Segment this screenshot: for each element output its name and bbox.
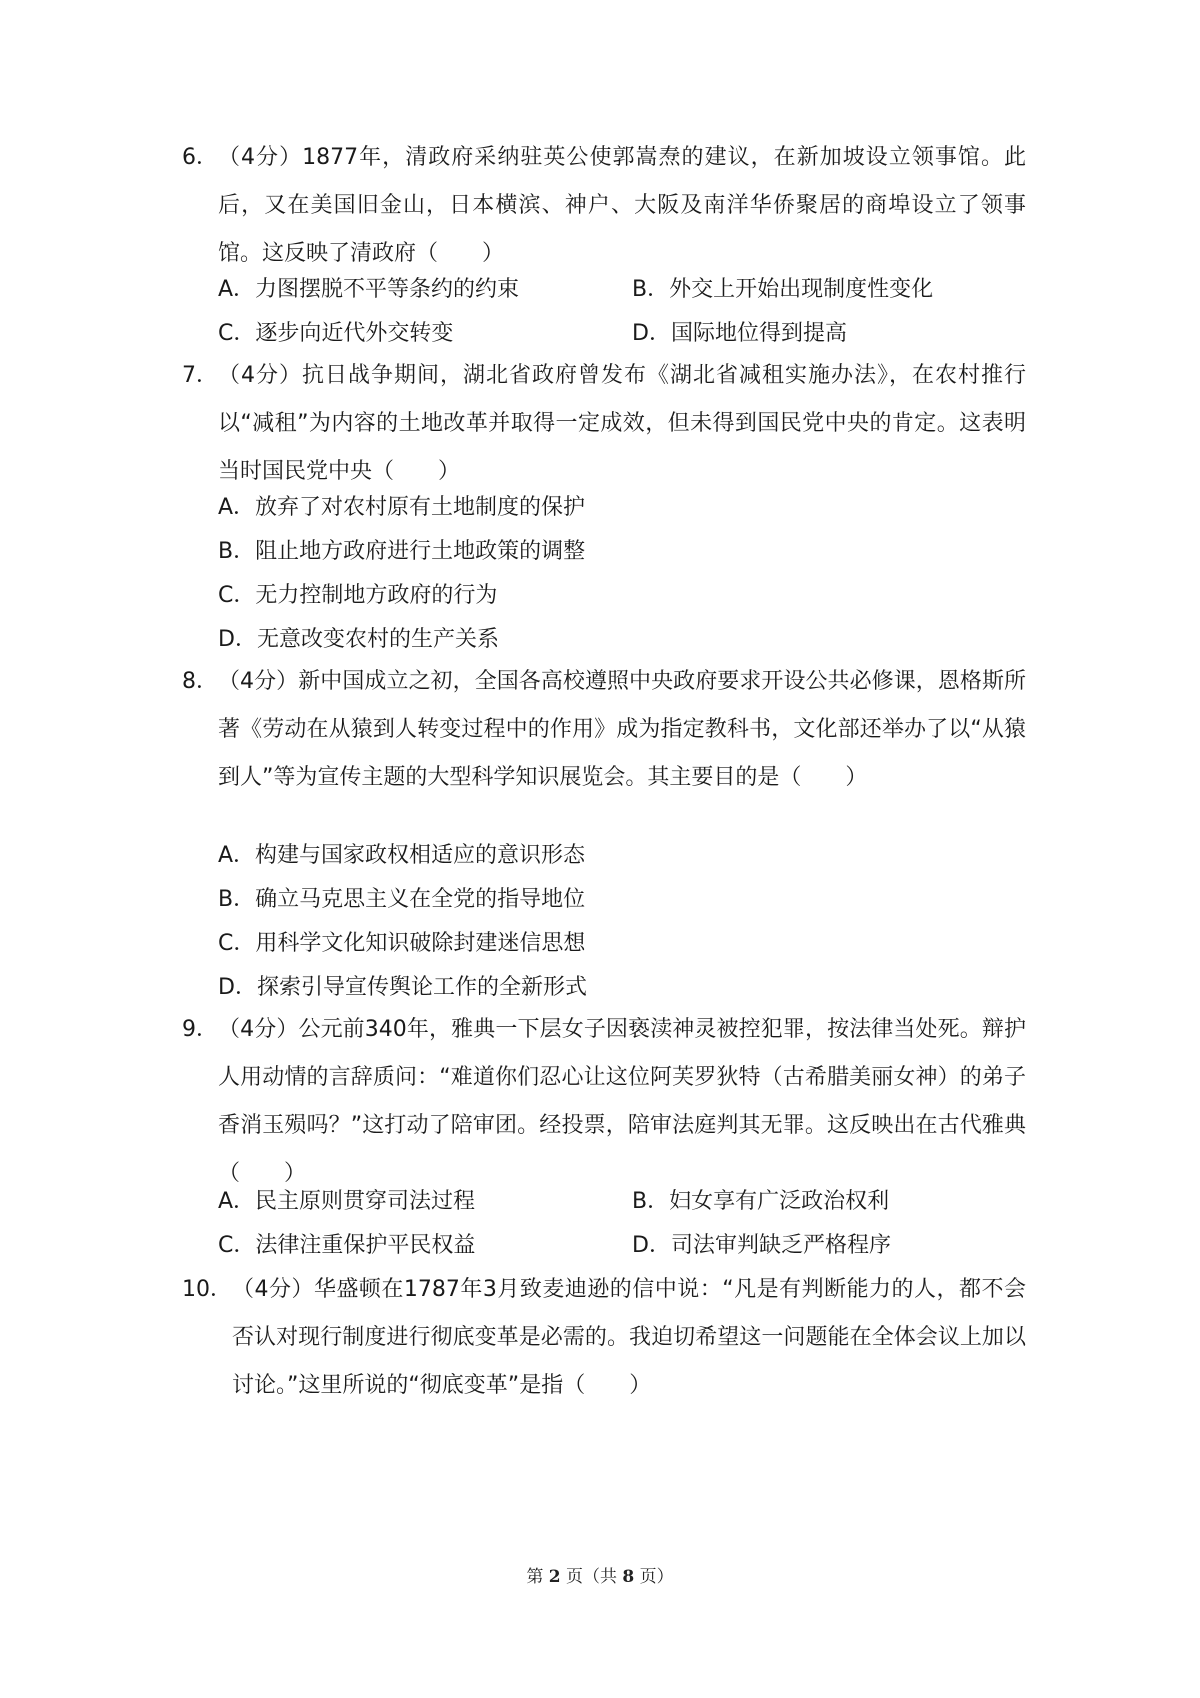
question-stem: （4分）抗日战争期间，湖北省政府曾发布《湖北省减租实施办法》，在农村推行以“减租”为内容的土地改革并取得一定成效，但未得到国民党中央的肯定。这表明当时国民党中央（ ） <box>218 363 1026 484</box>
option-b[interactable]: B．阻止地方政府进行土地政策的调整 <box>218 539 586 564</box>
option-d[interactable]: D．探索引导宣传舆论工作的全新形式 <box>218 975 587 1000</box>
option-c[interactable]: C．逐步向近代外交转变 <box>218 321 454 346</box>
question-number: 8． <box>182 669 218 694</box>
question-stem: （4分）华盛顿在1787年3月致麦迪逊的信中说：“凡是有判断能力的人，都不会否认对现行制度进行彻底变革是必需的。我迫切希望这一问题能在全体会议上加以讨论。”这里所说的“彻底变革”是指（ ） <box>232 1277 1026 1398</box>
question-number: 9． <box>182 1017 218 1042</box>
footer-middle: 页（共 <box>566 1567 617 1587</box>
footer-suffix: 页） <box>639 1567 674 1587</box>
question-stem: （4分）公元前340年，雅典一下层女子因亵渎神灵被控犯罪，按法律当处死。辩护人用动情的言辞质问：“难道你们忍心让这位阿芙罗狄特（古希腊美丽女神）的弟子香消玉殒吗？”这打动了陪审团。经投票，陪审法庭判其无罪。这反映出在古代雅典（ ） <box>218 1017 1026 1186</box>
option-d[interactable]: D．司法审判缺乏严格程序 <box>632 1233 891 1258</box>
option-c[interactable]: C．法律注重保护平民权益 <box>218 1233 476 1258</box>
option-a[interactable]: A．民主原则贯穿司法过程 <box>218 1189 476 1214</box>
option-c[interactable]: C．用科学文化知识破除封建迷信思想 <box>218 931 586 956</box>
option-d[interactable]: D．无意改变农村的生产关系 <box>218 627 499 652</box>
question-stem: （4分）1877年，清政府采纳驻英公使郭嵩焘的建议，在新加坡设立领事馆。此后，又在美国旧金山，日本横滨、神户、大阪及南洋华侨聚居的商埠设立了领事馆。这反映了清政府（ ） <box>218 145 1026 266</box>
option-b[interactable]: B．外交上开始出现制度性变化 <box>632 277 934 302</box>
page-footer <box>0 1562 1200 1587</box>
question-number: 10． <box>182 1277 232 1302</box>
option-c[interactable]: C．无力控制地方政府的行为 <box>218 583 498 608</box>
footer-total-pages: 8 <box>622 1567 635 1587</box>
footer-page-number: 2 <box>548 1567 561 1587</box>
option-b[interactable]: B．妇女享有广泛政治权利 <box>632 1189 890 1214</box>
option-a[interactable]: A．放弃了对农村原有土地制度的保护 <box>218 495 586 520</box>
question-number: 7． <box>182 363 218 388</box>
question-stem: （4分）新中国成立之初，全国各高校遵照中央政府要求开设公共必修课，恩格斯所著《劳动在从猿到人转变过程中的作用》成为指定教科书，文化部还举办了以“从猿到人”等为宣传主题的大型科学知识展览会。其主要目的是（ ） <box>218 669 1026 790</box>
option-b[interactable]: B．确立马克思主义在全党的指导地位 <box>218 887 586 912</box>
option-d[interactable]: D．国际地位得到提高 <box>632 321 847 346</box>
question-number: 6． <box>182 145 218 170</box>
footer-prefix: 第 <box>526 1567 544 1587</box>
option-a[interactable]: A．力图摆脱不平等条约的约束 <box>218 277 520 302</box>
option-a[interactable]: A．构建与国家政权相适应的意识形态 <box>218 843 586 868</box>
